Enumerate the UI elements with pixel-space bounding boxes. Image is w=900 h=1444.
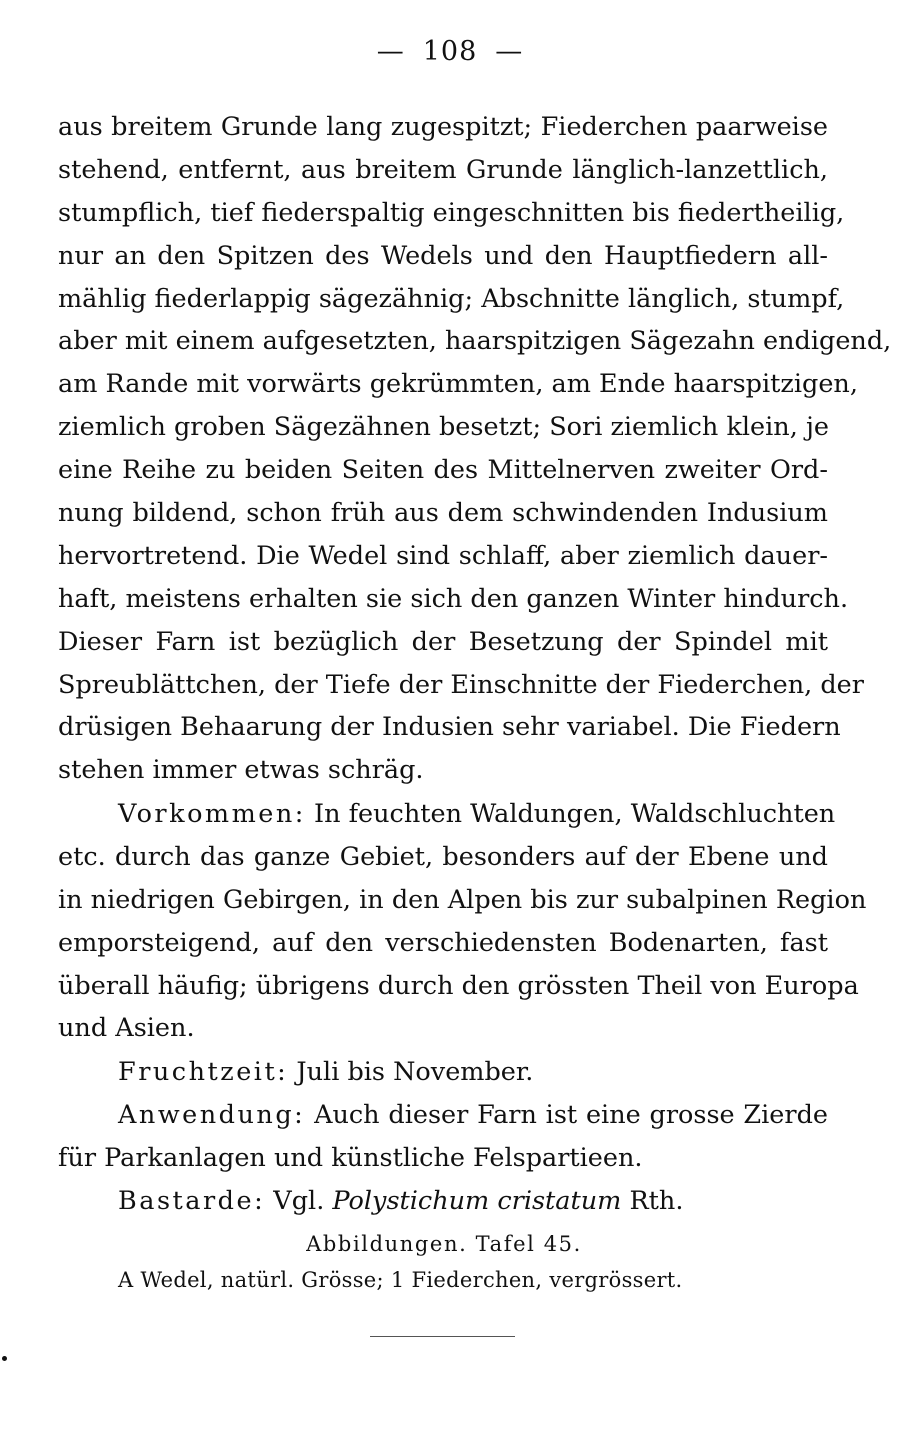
text-line: eine Reihe zu beiden Seiten des Mittelnerven zweiter Ord- <box>58 455 828 486</box>
text-line: stehend, entfernt, aus breitem Grunde länglich-lanzettlich, <box>58 154 828 185</box>
vorkommen-label: Vorkommen: <box>118 799 306 829</box>
text-line: hervortretend. Die Wedel sind schlaff, aber ziemlich dauer- <box>58 540 828 571</box>
bastarde-species: Polystichum cristatum <box>332 1186 622 1216</box>
page-number: — 108 — <box>376 36 524 67</box>
margin-dot <box>2 1356 7 1361</box>
text-line: und Asien. <box>58 1013 195 1044</box>
bastarde-prefix: Vgl. <box>273 1186 325 1216</box>
text-line: ziemlich groben Sägezähnen besetzt; Sori ziemlich klein, je <box>58 412 829 443</box>
text-line: aus breitem Grunde lang zugespitzt; Fiederchen paarweise <box>58 112 828 142</box>
bastarde-label: Bastarde: <box>118 1186 266 1216</box>
vorkommen-first-text: In feuchten Waldungen, Waldschluchten <box>314 799 836 829</box>
section-divider <box>370 1336 515 1337</box>
text-line: mählig fiederlappig sägezähnig; Abschnitte länglich, stumpf, <box>58 283 845 314</box>
text-line: Spreublättchen, der Tiefe der Einschnitte der Fiederchen, der <box>58 669 864 700</box>
anwendung-paragraph <box>58 1094 828 1180</box>
bastarde-author: Rth. <box>629 1186 684 1216</box>
text-line: für Parkanlagen und künstliche Felspartieen. <box>58 1142 643 1173</box>
text-line: emporsteigend, auf den verschiedensten Bodenarten, fast <box>58 927 828 958</box>
text-line: stumpflich, tief fiederspaltig eingeschnitten bis fiedertheilig, <box>58 197 845 228</box>
text-line: nur an den Spitzen des Wedels und den Hauptfiedern all- <box>58 240 828 271</box>
fruchtzeit-text: Juli bis November. <box>296 1057 534 1087</box>
text-line: drüsigen Behaarung der Indusien sehr variabel. Die Fiedern <box>58 712 841 743</box>
anwendung-label: Anwendung: <box>118 1100 306 1130</box>
anwendung-first-line <box>58 1094 828 1137</box>
text-line: am Rande mit vorwärts gekrümmten, am Ende haarspitzigen, <box>58 369 858 400</box>
text-line: überall häufig; übrigens durch den grössten Theil von Europa <box>58 970 859 1001</box>
anwendung-first-text: Auch dieser Farn ist eine grosse Zierde <box>314 1100 828 1130</box>
page-number-value: 108 <box>422 36 478 67</box>
fruchtzeit-line <box>58 1051 828 1094</box>
figure-caption-text: A Wedel, natürl. Grösse; 1 Fiederchen, vergrössert. <box>118 1268 683 1292</box>
fruchtzeit-paragraph <box>58 1051 828 1094</box>
fruchtzeit-label: Fruchtzeit: <box>118 1057 289 1087</box>
vorkommen-first-line <box>58 793 836 836</box>
text-line: in niedrigen Gebirgen, in den Alpen bis zur subalpinen Region <box>58 884 867 915</box>
vorkommen-paragraph <box>58 793 867 1050</box>
figure-caption-title: Abbildungen. Tafel 45. <box>306 1232 582 1256</box>
text-line: aber mit einem aufgesetzten, haarspitzigen Sägezahn endigend, <box>58 326 892 357</box>
text-line: etc. durch das ganze Gebiet, besonders auf der Ebene und <box>58 841 828 872</box>
bastarde-line <box>58 1180 828 1223</box>
bastarde-paragraph <box>58 1180 828 1223</box>
text-line: nung bildend, schon früh aus dem schwindenden Indusium <box>58 498 828 529</box>
text-line: Dieser Farn ist bezüglich der Besetzung der Spindel mit <box>58 626 828 657</box>
text-line: haft, meistens erhalten sie sich den ganzen Winter hindurch. <box>58 583 849 614</box>
description-paragraph <box>58 106 892 792</box>
text-line: stehen immer etwas schräg. <box>58 755 424 786</box>
